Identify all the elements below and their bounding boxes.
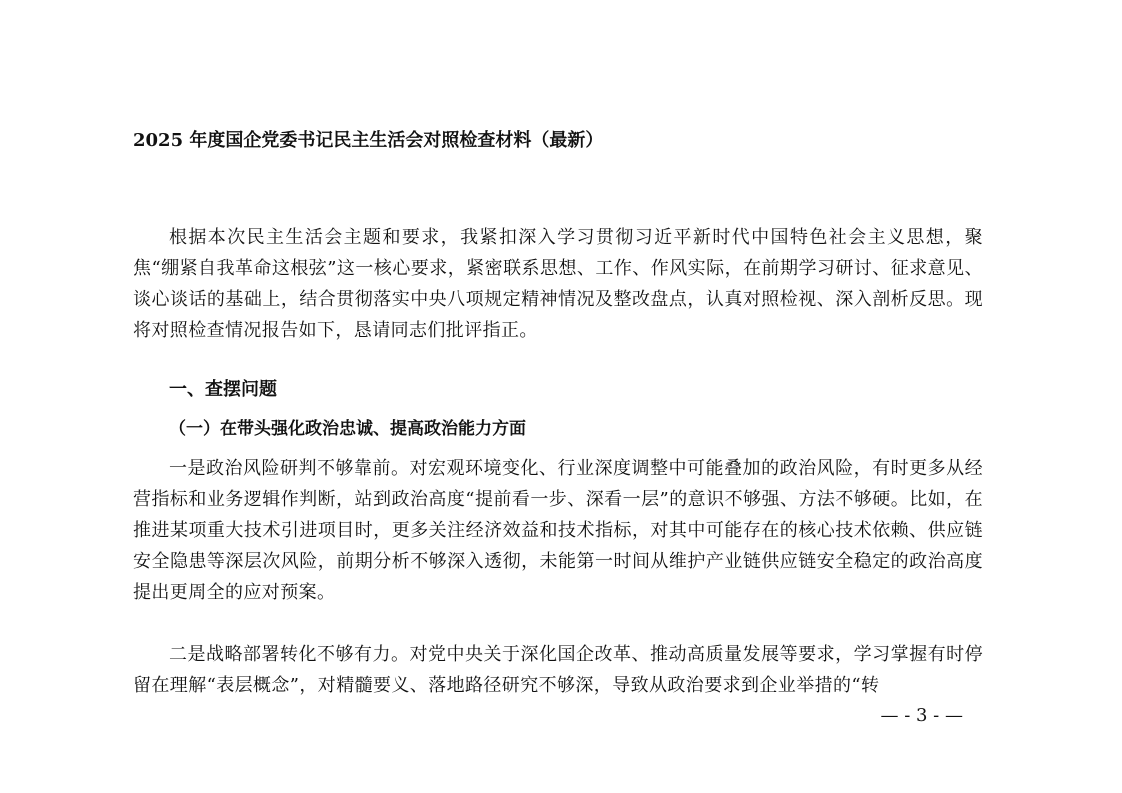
political-risk-paragraph: 一是政治风险研判不够靠前。对宏观环境变化、行业深度调整中可能叠加的政治风险，有时更多从经营指标和业务逻辑作判断，站到政治高度“提前看一步、深看一层”的意识不够强、方法不够硬。比如，在推进某项重大技术引进项目时，更多关注经济效益和技术指标，对其中可能存在的核心技术依赖、供应链安全隐患等深层次风险，前期分析不够深入透彻，未能第一时间从维护产业链供应链安全稳定的政治高度提出更周全的应对预案。	[133, 458, 983, 603]
subsection-heading-political-capability: （一）在带头强化政治忠诚、提高政治能力方面	[169, 419, 526, 439]
section-heading-find-problems: 一、查摆问题	[169, 378, 277, 400]
strategy-transformation-paragraph: 二是战略部署转化不够有力。对党中央关于深化国企改革、推动高质量发展等要求，学习掌握有时停留在理解“表层概念”，对精髓要义、落地路径研究不够深，导致从政治要求到企业举措的“转	[133, 644, 983, 696]
document-title: 2025 年度国企党委书记民主生活会对照检查材料（最新）	[133, 130, 604, 152]
intro-paragraph: 根据本次民主生活会主题和要求，我紧扣深入学习贯彻习近平新时代中国特色社会主义思想，聚焦“绷紧自我革命这根弦”这一核心要求，紧密联系思想、工作、作风实际，在前期学习研讨、征求意见、谈心谈话的基础上，结合贯彻落实中央八项规定精神情况及整改盘点，认真对照检视、深入剖析反思。现将对照检查情况报告如下，恳请同志们批评指正。	[133, 227, 983, 341]
page-number: — - 3 - —	[880, 705, 963, 726]
